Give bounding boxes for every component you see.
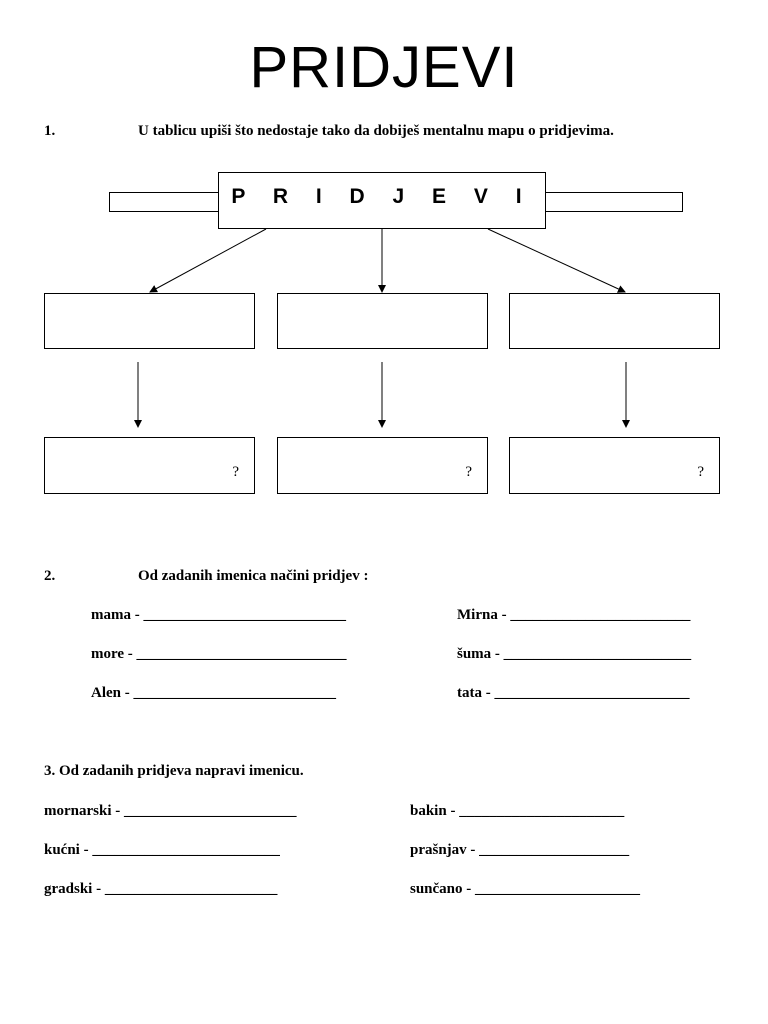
task2-left-item[interactable]: Alen - ___________________________ (91, 685, 336, 701)
page-title: PRIDJEVI (249, 35, 519, 100)
task2-right-item[interactable]: šuma - _________________________ (457, 646, 692, 662)
task1-number: 1. (44, 123, 56, 139)
map-central-box: P R I D J E V I (218, 172, 546, 229)
task3-right-item[interactable]: sunčano - ______________________ (410, 881, 641, 897)
map-bar-right (543, 192, 683, 212)
task2-instruction: Od zadanih imenica načini pridjev : (138, 568, 369, 584)
task3-right-item[interactable]: prašnjav - ____________________ (410, 842, 630, 858)
map-box-middle-empty[interactable] (277, 293, 488, 349)
map-box-right-empty[interactable] (509, 293, 720, 349)
task2-right-item[interactable]: Mirna - ________________________ (457, 607, 691, 623)
arrow-to-right-box (488, 229, 625, 292)
task3-right-item[interactable]: bakin - ______________________ (410, 803, 625, 819)
map-box-right-question[interactable] (509, 437, 720, 494)
task3-left-item[interactable]: gradski - _______________________ (44, 881, 278, 897)
task2-left-item[interactable]: more - ____________________________ (91, 646, 347, 662)
task1-instruction: U tablicu upiši što nedostaje tako da dobiješ mentalnu mapu o pridjevima. (138, 123, 614, 139)
task2-number: 2. (44, 568, 56, 584)
map-box-middle-question[interactable] (277, 437, 488, 494)
map-box-left-question[interactable] (44, 437, 255, 494)
map-box-left-empty[interactable] (44, 293, 255, 349)
arrow-to-left-box (150, 229, 266, 292)
task3-left-item[interactable]: kućni - _________________________ (44, 842, 280, 858)
question-mark: ? (465, 464, 472, 480)
task3-left-item[interactable]: mornarski - _______________________ (44, 803, 297, 819)
task2-left-item[interactable]: mama - ___________________________ (91, 607, 346, 623)
question-mark: ? (232, 464, 239, 480)
question-mark: ? (697, 464, 704, 480)
task2-right-item[interactable]: tata - __________________________ (457, 685, 690, 701)
map-bar-left (109, 192, 221, 212)
task3-heading: 3. Od zadanih pridjeva napravi imenicu. (44, 763, 304, 779)
